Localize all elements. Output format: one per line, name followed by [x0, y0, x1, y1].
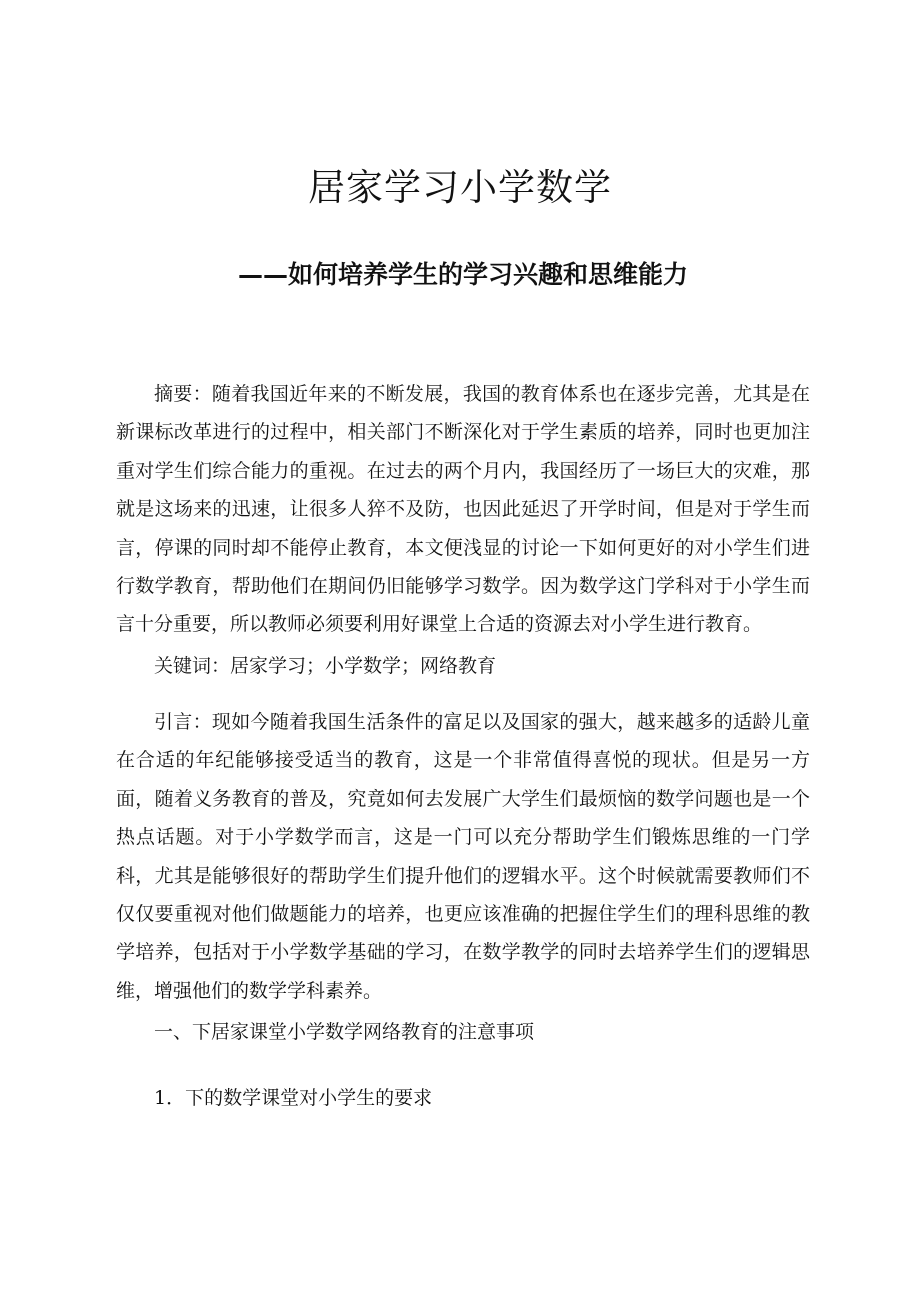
section-heading: 一、下居家课堂小学数学网络教育的注意事项 [154, 1021, 535, 1043]
document-title: 居家学习小学数学 [308, 166, 612, 209]
keywords-line: 关键词：居家学习；小学数学；网络教育 [154, 655, 497, 677]
document-subtitle: ——如何培养学生的学习兴趣和思维能力 [237, 260, 688, 289]
subsection-heading: 1．下的数学课堂对小学生的要求 [154, 1087, 433, 1109]
introduction-paragraph: 引言：现如今随着我国生活条件的富足以及国家的强大，越来越多的适龄儿童在合适的年纪能够接受适当的教育，这是一个非常值得喜悦的现状。但是另一方面，随着义务教育的普及，究竟如何去发展广大学生们最烦恼的数学问题也是一个热点话题。对于小学数学而言，这是一门可以充分帮助学生们锻炼思维的一门学科，尤其是能够很好的帮助学生们提升他们的逻辑水平。这个时候就需要教师们不仅仅要重视对他们做题能力的培养，也更应该准确的把握住学生们的理科思维的教学培养，包括对于小学数学基础的学习，在数学教学的同时去培养学生们的逻辑思维，增强他们的数学学科素养。 [116, 711, 810, 1002]
abstract-paragraph: 摘要：随着我国近年来的不断发展，我国的教育体系也在逐步完善，尤其是在新课标改革进行的过程中，相关部门不断深化对于学生素质的培养，同时也更加注重对学生们综合能力的重视。在过去的两个月内，我国经历了一场巨大的灾难，那就是这场来的迅速，让很多人猝不及防，也因此延迟了开学时间，但是对于学生而言，停课的同时却不能停止教育，本文便浅显的讨论一下如何更好的对小学生们进行数学教育，帮助他们在期间仍旧能够学习数学。因为数学这门学科对于小学生而言十分重要，所以教师必须要利用好课堂上合适的资源去对小学生进行教育。 [116, 383, 810, 636]
